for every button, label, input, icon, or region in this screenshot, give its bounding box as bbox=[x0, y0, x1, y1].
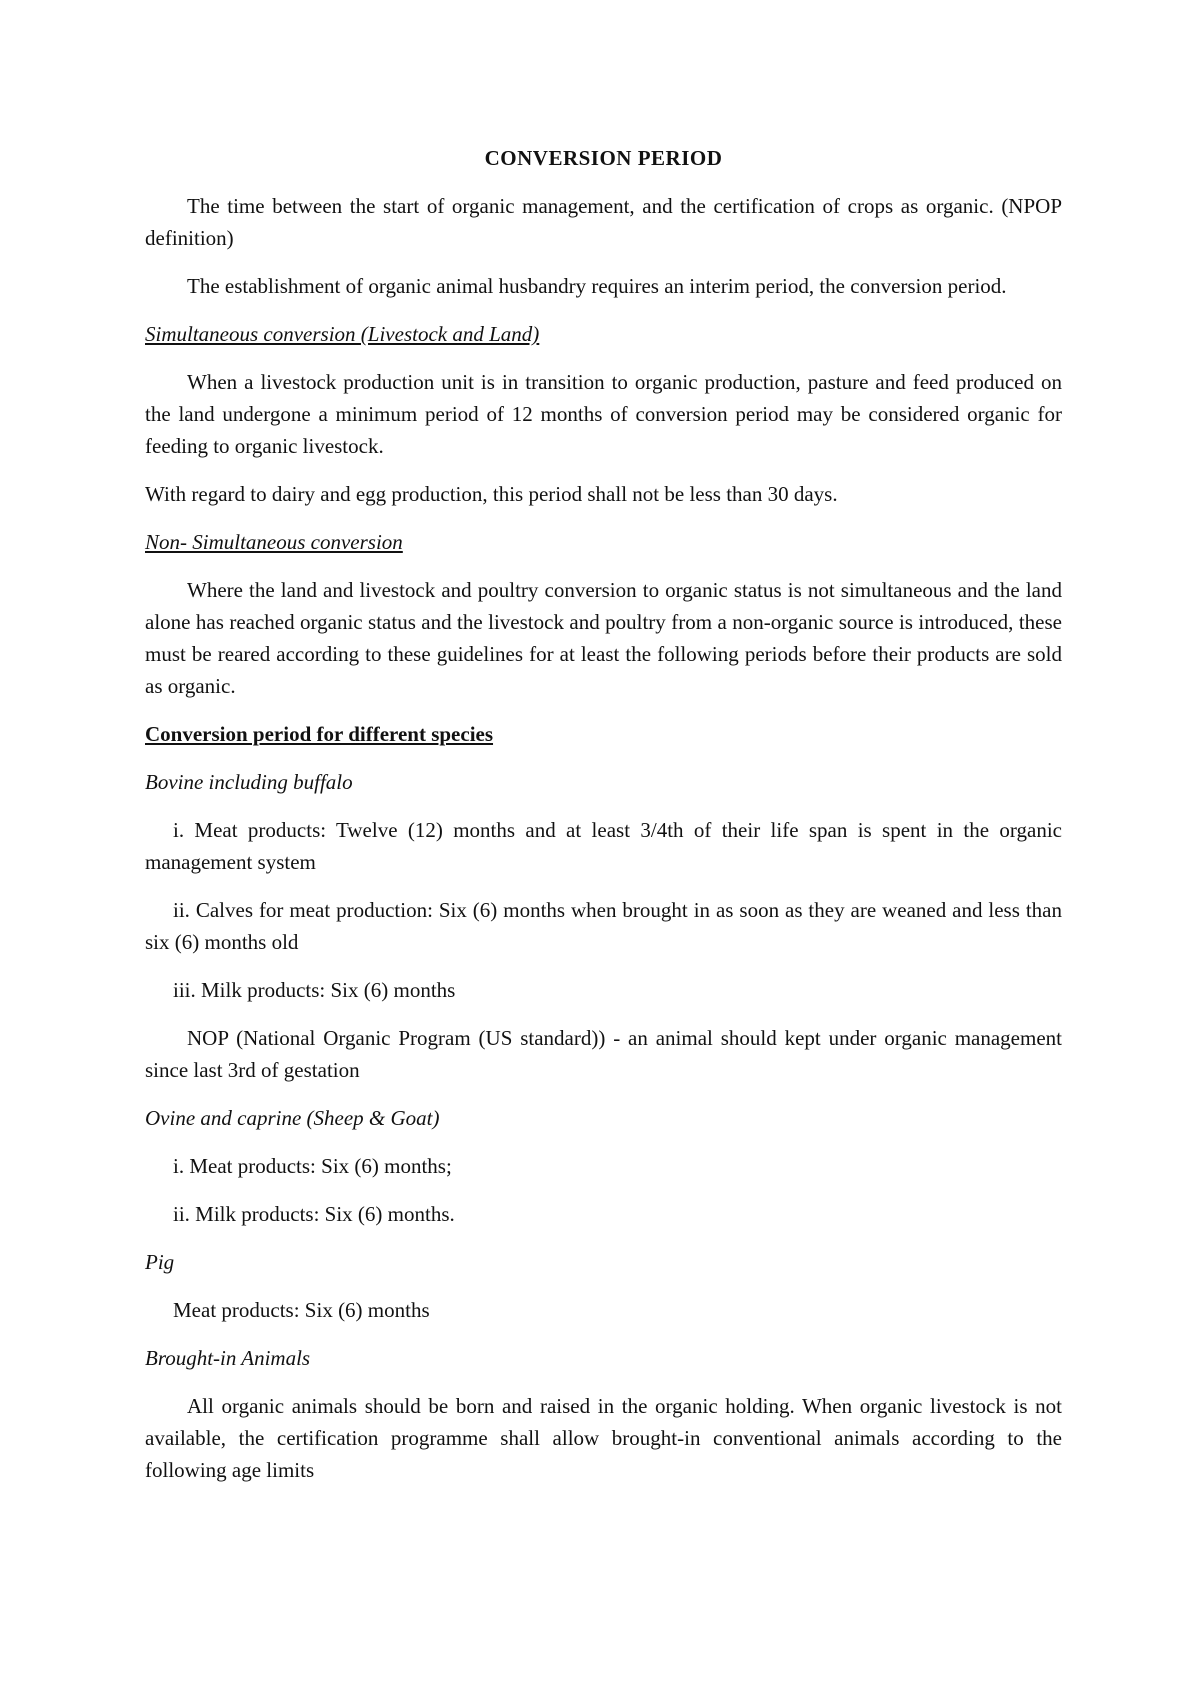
brought-in-paragraph: All organic animals should be born and raised in the organic holding. When organic livestock is not available, the certification programme shall allow brought-in conventional animals according to the following age limits bbox=[145, 1394, 1062, 1482]
nop-paragraph: NOP (National Organic Program (US standard)) - an animal should kept under organic management since last 3rd of gestation bbox=[145, 1026, 1062, 1082]
simultaneous-heading: Simultaneous conversion (Livestock and Land) bbox=[145, 322, 540, 346]
non-simultaneous-paragraph: Where the land and livestock and poultry conversion to organic status is not simultaneous and the land alone has reached organic status and the livestock and poultry from a non-organic source is introduced, these must be reared according to these guidelines for at least the following periods before their products are sold as organic. bbox=[145, 578, 1062, 698]
ovine-heading: Ovine and caprine (Sheep & Goat) bbox=[145, 1106, 440, 1130]
brought-in-heading: Brought-in Animals bbox=[145, 1346, 311, 1370]
pig-item-meat: Meat products: Six (6) months bbox=[173, 1298, 430, 1322]
page-title: CONVERSION PERIOD bbox=[484, 146, 723, 170]
definition-paragraph: The time between the start of organic management, and the certification of crops as organic. (NPOP definition) bbox=[145, 194, 1062, 250]
pig-heading: Pig bbox=[145, 1250, 175, 1274]
non-simultaneous-heading: Non- Simultaneous conversion bbox=[145, 530, 403, 554]
ovine-item-meat: i. Meat products: Six (6) months; bbox=[173, 1154, 452, 1178]
ovine-item-milk: ii. Milk products: Six (6) months. bbox=[173, 1202, 455, 1226]
simultaneous-paragraph: When a livestock production unit is in transition to organic production, pasture and feed produced on the land undergone a minimum period of 12 months of conversion period may be considered organic for feeding to organic livestock. bbox=[145, 370, 1062, 458]
dairy-egg-paragraph: With regard to dairy and egg production, this period shall not be less than 30 days. bbox=[145, 482, 838, 506]
interim-paragraph: The establishment of organic animal husbandry requires an interim period, the conversion period. bbox=[187, 274, 1007, 298]
bovine-heading: Bovine including buffalo bbox=[145, 770, 353, 794]
bovine-item-meat: i. Meat products: Twelve (12) months and at least 3/4th of their life span is spent in the organic management system bbox=[145, 818, 1062, 874]
bovine-item-milk: iii. Milk products: Six (6) months bbox=[173, 978, 456, 1002]
bovine-item-calves: ii. Calves for meat production: Six (6) months when brought in as soon as they are weaned and less than six (6) months old bbox=[145, 898, 1062, 954]
species-heading: Conversion period for different species bbox=[145, 722, 494, 746]
